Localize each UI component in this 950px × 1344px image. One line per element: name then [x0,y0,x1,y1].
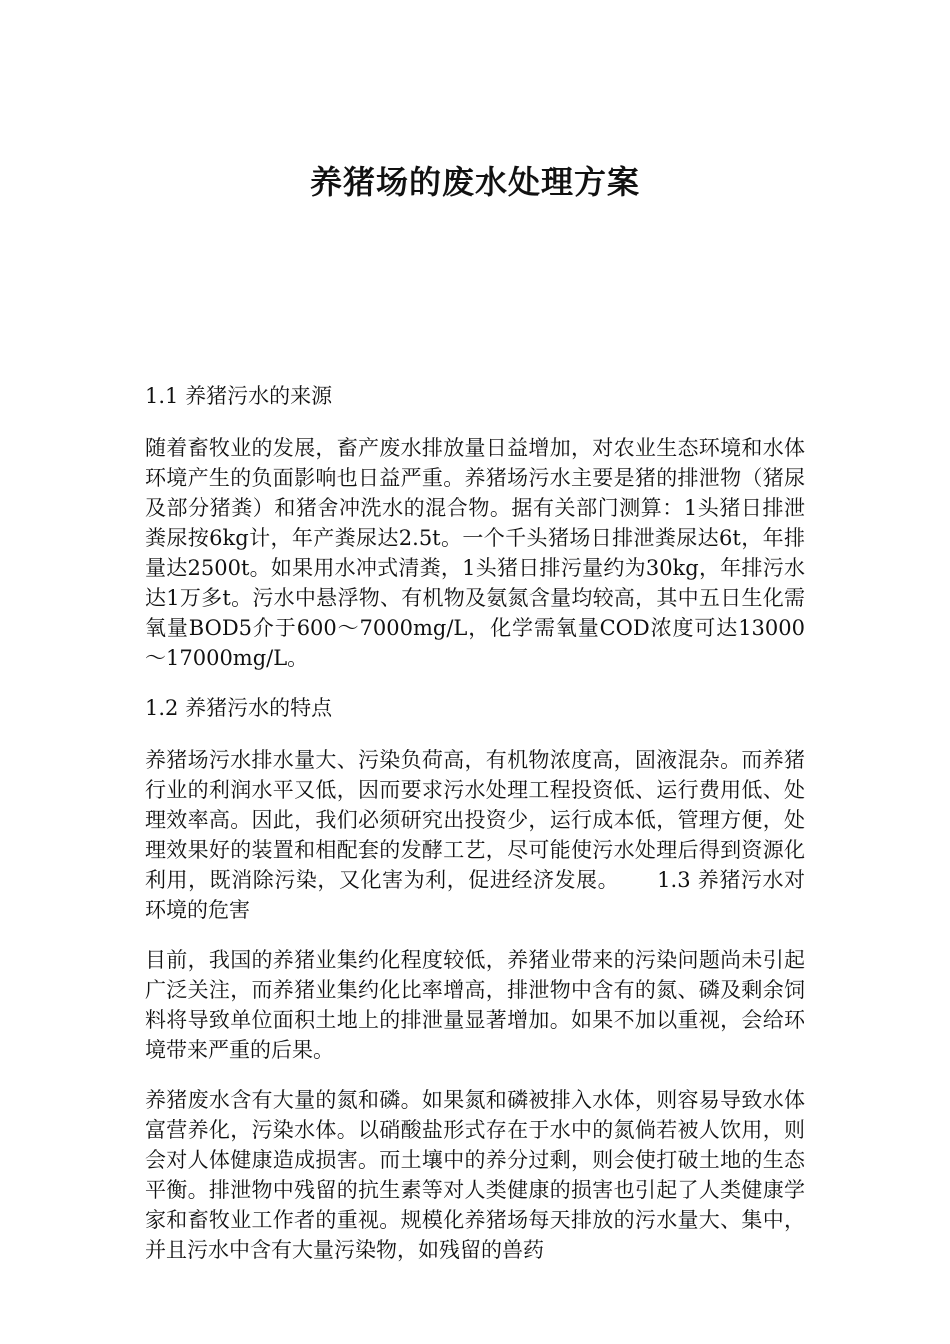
section-heading-1-2: 1.2 养猪污水的特点 [145,696,333,720]
spacer [145,723,805,745]
section-paragraph-1-1: 随着畜牧业的发展，畜产废水排放量日益增加，对农业生态环境和水体环境产生的负面影响也日益严重。养猪场污水主要是猪的排泄物（猪尿及部分猪粪）和猪舍冲洗水的混合物。据有关部门测算：1头猪日排泄粪尿按6kg计，年产粪尿达2.5t。一个千头猪场日排泄粪尿达6t，年排量达2500t。如果用水冲式清粪，1头猪日排污量约为30kg，年排污水达1万多t。污水中悬浮物、有机物及氨氮含量均较高，其中五日生化需氧量BOD5介于600～7000mg/L，化学需氧量COD浓度可达13000～17000mg/L。 [145,436,805,670]
spacer [145,1065,805,1085]
spacer [145,925,805,945]
section-heading-1-1: 1.1 养猪污水的来源 [145,384,333,408]
spacer [145,411,805,433]
section-paragraph-1-3-b: 养猪废水含有大量的氮和磷。如果氮和磷被排入水体，则容易导致水体富营养化，污染水体。以硝酸盐形式存在于水中的氮倘若被人饮用，则会对人体健康造成损害。而土壤中的养分过剩，则会使打破土地的生态平衡。排泄物中残留的抗生素等对人类健康的损害也引起了人类健康学家和畜牧业工作者的重视。规模化养猪场每天排放的污水量大、集中，并且污水中含有大量污染物，如残留的兽药 [145,1088,805,1262]
document-body [145,381,805,1265]
section-heading-1-3: 1.3 养猪污水对环境的危害 [145,868,806,922]
section-paragraph-1-3-a: 目前，我国的养猪业集约化程度较低，养猪业带来的污染问题尚未引起广泛关注，而养猪业集约化比率增高，排泄物中含有的氮、磷及剩余饲料将导致单位面积土地上的排泄量显著增加。如果不加以重视，会给环境带来严重的后果。 [145,948,805,1062]
section-paragraph-1-2-text: 养猪场污水排水量大、污染负荷高，有机物浓度高，固液混杂。而养猪行业的利润水平又低，因而要求污水处理工程投资低、运行费用低、处理效率高。因此，我们必须研究出投资少，运行成本低，管理方便，处理效果好的装置和相配套的发酵工艺，尽可能使污水处理后得到资源化利用，既消除污染，又化害为利，促进经济发展。 [145,748,805,892]
spacer [145,673,805,693]
section-paragraph-1-2 [145,745,805,925]
document-title: 养猪场的废水处理方案 [309,163,640,201]
